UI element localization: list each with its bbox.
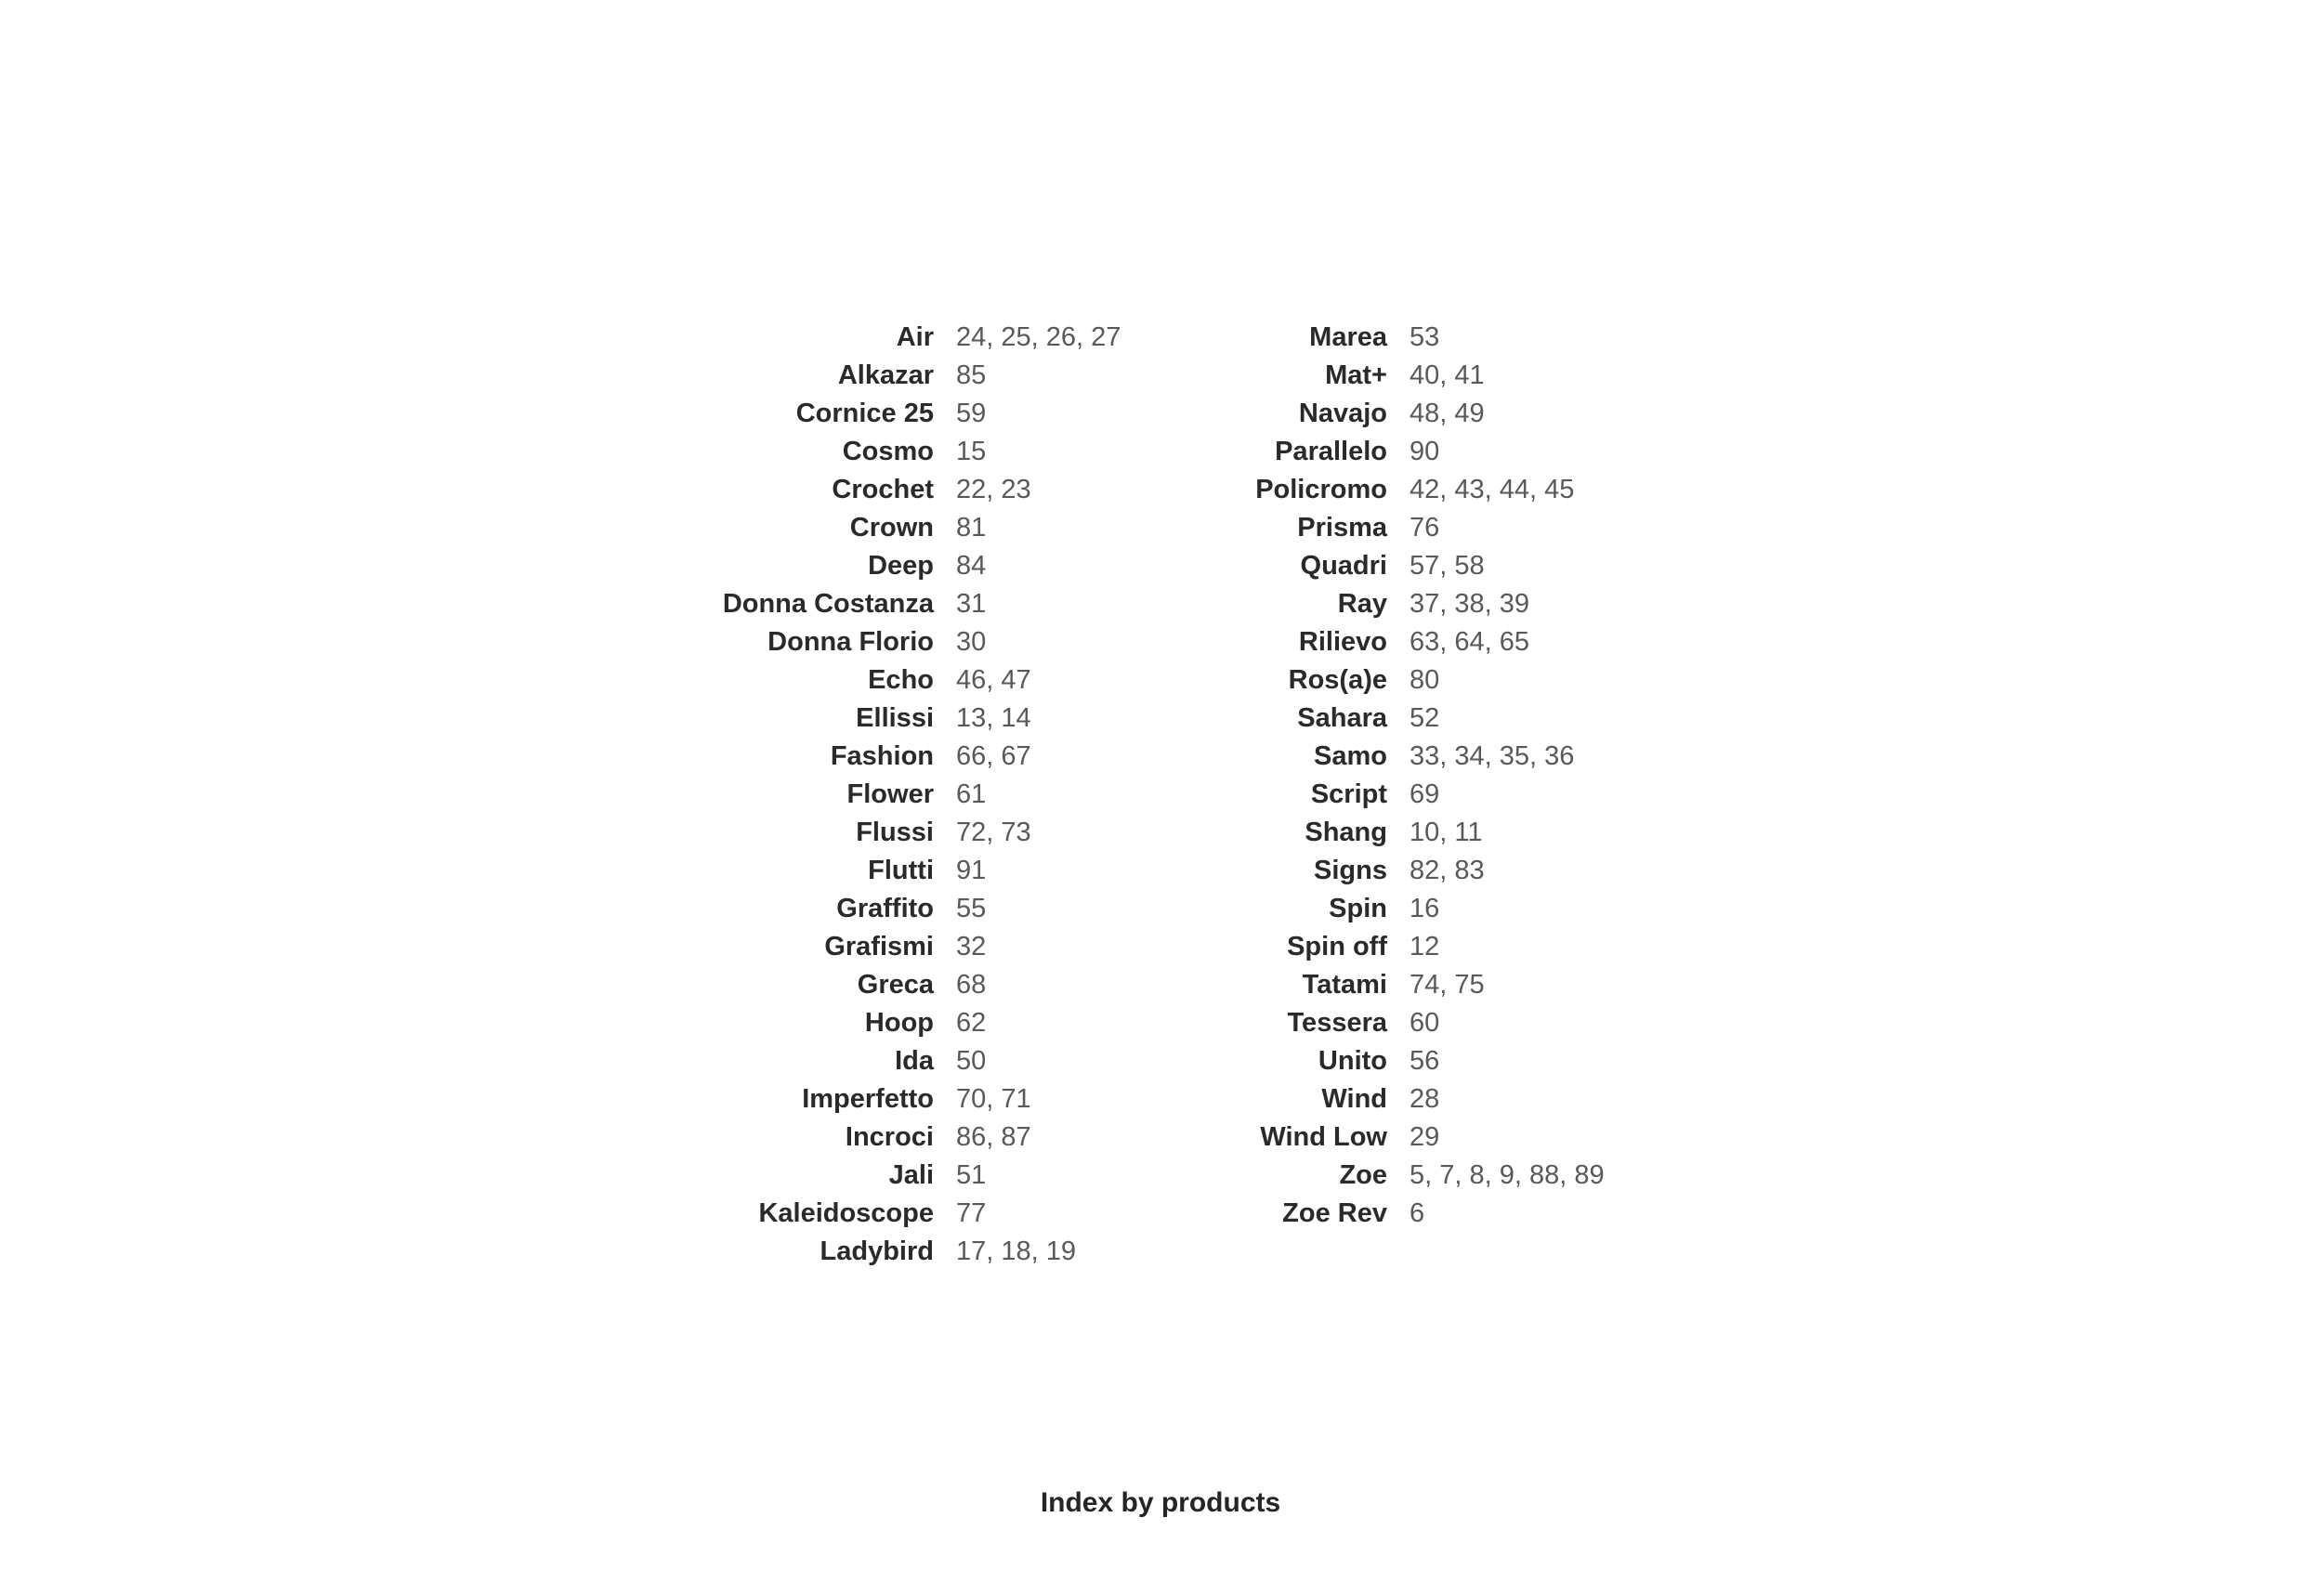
index-row bbox=[1104, 547, 1818, 585]
page-numbers: 61 bbox=[956, 779, 987, 809]
product-name: Ray bbox=[1337, 589, 1387, 619]
page-numbers: 63, 64, 65 bbox=[1410, 627, 1529, 657]
product-name: Ida bbox=[895, 1046, 934, 1076]
product-name: Mat+ bbox=[1325, 360, 1387, 390]
page-numbers: 62 bbox=[956, 1008, 987, 1038]
page-numbers: 42, 43, 44, 45 bbox=[1410, 475, 1575, 504]
page-numbers: 55 bbox=[956, 894, 987, 923]
product-name: Shang bbox=[1305, 818, 1387, 847]
page-numbers: 77 bbox=[956, 1198, 987, 1228]
index-row bbox=[650, 1233, 1365, 1271]
product-name: Wind Low bbox=[1260, 1122, 1387, 1152]
product-name: Quadri bbox=[1300, 551, 1387, 581]
product-name: Kaleidoscope bbox=[758, 1198, 934, 1228]
page-numbers: 59 bbox=[956, 399, 987, 428]
page-numbers: 72, 73 bbox=[956, 818, 1031, 847]
product-name: Sahara bbox=[1297, 703, 1387, 733]
product-name: Incroci bbox=[845, 1122, 934, 1152]
page-numbers: 33, 34, 35, 36 bbox=[1410, 741, 1575, 771]
page-numbers: 32 bbox=[956, 932, 987, 962]
page-numbers: 52 bbox=[1410, 703, 1440, 733]
page-numbers: 68 bbox=[956, 970, 987, 1000]
index-row bbox=[1104, 1119, 1818, 1157]
product-name: Hoop bbox=[864, 1008, 934, 1038]
page-numbers: 76 bbox=[1410, 513, 1440, 543]
product-name: Tatami bbox=[1302, 970, 1387, 1000]
page-numbers: 15 bbox=[956, 437, 987, 466]
product-name: Flower bbox=[846, 779, 934, 809]
index-row bbox=[1104, 585, 1818, 623]
product-name: Unito bbox=[1318, 1046, 1387, 1076]
page-numbers: 57, 58 bbox=[1410, 551, 1485, 581]
product-name: Prisma bbox=[1297, 513, 1387, 543]
product-name: Grafismi bbox=[824, 932, 934, 962]
index-row bbox=[1104, 357, 1818, 395]
page-numbers: 22, 23 bbox=[956, 475, 1031, 504]
product-name: Cosmo bbox=[842, 437, 934, 466]
page-numbers: 24, 25, 26, 27 bbox=[956, 322, 1121, 352]
page-numbers: 60 bbox=[1410, 1008, 1440, 1038]
index-column-right bbox=[1104, 319, 1818, 1233]
index-row bbox=[1104, 623, 1818, 661]
product-name: Air bbox=[896, 322, 934, 352]
product-name: Deep bbox=[868, 551, 934, 581]
page-numbers: 70, 71 bbox=[956, 1084, 1031, 1114]
page-numbers: 69 bbox=[1410, 779, 1440, 809]
page-numbers: 82, 83 bbox=[1410, 856, 1485, 885]
page-numbers: 56 bbox=[1410, 1046, 1440, 1076]
page-numbers: 86, 87 bbox=[956, 1122, 1031, 1152]
page-numbers: 48, 49 bbox=[1410, 399, 1485, 428]
page-numbers: 16 bbox=[1410, 894, 1440, 923]
index-row bbox=[1104, 814, 1818, 852]
product-name: Zoe Rev bbox=[1282, 1198, 1387, 1228]
page-title: Index by products bbox=[1040, 1487, 1281, 1518]
page-numbers: 6 bbox=[1410, 1198, 1425, 1228]
index-row bbox=[1104, 433, 1818, 471]
product-name: Ros(a)e bbox=[1288, 665, 1387, 695]
product-name: Alkazar bbox=[837, 360, 934, 390]
product-name: Parallelo bbox=[1275, 437, 1387, 466]
page-numbers: 10, 11 bbox=[1410, 818, 1483, 847]
product-name: Greca bbox=[857, 970, 934, 1000]
index-row bbox=[1104, 395, 1818, 433]
page-numbers: 13, 14 bbox=[956, 703, 1031, 733]
page-numbers: 80 bbox=[1410, 665, 1440, 695]
index-row bbox=[1104, 1080, 1818, 1119]
page-numbers: 12 bbox=[1410, 932, 1440, 962]
product-name: Policromo bbox=[1255, 475, 1387, 504]
product-name: Rilievo bbox=[1298, 627, 1387, 657]
index-row bbox=[1104, 852, 1818, 890]
product-name: Samo bbox=[1314, 741, 1387, 771]
product-name: Crown bbox=[849, 513, 934, 543]
page-numbers: 30 bbox=[956, 627, 987, 657]
product-name: Fashion bbox=[830, 741, 934, 771]
page-numbers: 29 bbox=[1410, 1122, 1440, 1152]
index-row bbox=[1104, 1042, 1818, 1080]
index-row bbox=[1104, 661, 1818, 700]
page-numbers: 91 bbox=[956, 856, 987, 885]
product-name: Wind bbox=[1321, 1084, 1387, 1114]
product-name: Imperfetto bbox=[802, 1084, 934, 1114]
page-numbers: 53 bbox=[1410, 322, 1440, 352]
product-name: Graffito bbox=[836, 894, 934, 923]
product-name: Jali bbox=[888, 1160, 934, 1190]
page-numbers: 28 bbox=[1410, 1084, 1440, 1114]
index-row bbox=[1104, 776, 1818, 814]
index-row bbox=[1104, 890, 1818, 928]
product-name: Spin off bbox=[1287, 932, 1387, 962]
index-row bbox=[1104, 1004, 1818, 1042]
product-name: Crochet bbox=[832, 475, 934, 504]
page-numbers: 40, 41 bbox=[1410, 360, 1485, 390]
index-row bbox=[1104, 1157, 1818, 1195]
product-name: Flutti bbox=[868, 856, 934, 885]
product-name: Cornice 25 bbox=[795, 399, 934, 428]
page-numbers: 90 bbox=[1410, 437, 1440, 466]
product-name: Marea bbox=[1309, 322, 1387, 352]
product-name: Navajo bbox=[1298, 399, 1387, 428]
page-numbers: 46, 47 bbox=[956, 665, 1031, 695]
page-numbers: 37, 38, 39 bbox=[1410, 589, 1529, 619]
product-name: Signs bbox=[1314, 856, 1387, 885]
index-row bbox=[1104, 319, 1818, 357]
page-numbers: 51 bbox=[956, 1160, 987, 1190]
index-row bbox=[1104, 471, 1818, 509]
page-numbers: 84 bbox=[956, 551, 987, 581]
index-row bbox=[1104, 738, 1818, 776]
product-name: Donna Costanza bbox=[722, 589, 934, 619]
product-name: Tessera bbox=[1287, 1008, 1387, 1038]
product-name: Flussi bbox=[856, 818, 934, 847]
product-name: Echo bbox=[868, 665, 934, 695]
page-numbers: 5, 7, 8, 9, 88, 89 bbox=[1410, 1160, 1605, 1190]
index-row bbox=[1104, 700, 1818, 738]
product-name: Ellissi bbox=[856, 703, 934, 733]
product-name: Donna Florio bbox=[767, 627, 934, 657]
page-numbers: 81 bbox=[956, 513, 987, 543]
page-numbers: 17, 18, 19 bbox=[956, 1236, 1076, 1266]
index-row bbox=[1104, 966, 1818, 1004]
page-numbers: 66, 67 bbox=[956, 741, 1031, 771]
product-name: Ladybird bbox=[820, 1236, 934, 1266]
index-row bbox=[1104, 1195, 1818, 1233]
product-name: Spin bbox=[1329, 894, 1387, 923]
index-row bbox=[1104, 509, 1818, 547]
page-numbers: 74, 75 bbox=[1410, 970, 1485, 1000]
index-row bbox=[1104, 928, 1818, 966]
product-name: Zoe bbox=[1339, 1160, 1387, 1190]
page-numbers: 85 bbox=[956, 360, 987, 390]
page-numbers: 31 bbox=[956, 589, 987, 619]
product-name: Script bbox=[1310, 779, 1387, 809]
page-numbers: 50 bbox=[956, 1046, 987, 1076]
